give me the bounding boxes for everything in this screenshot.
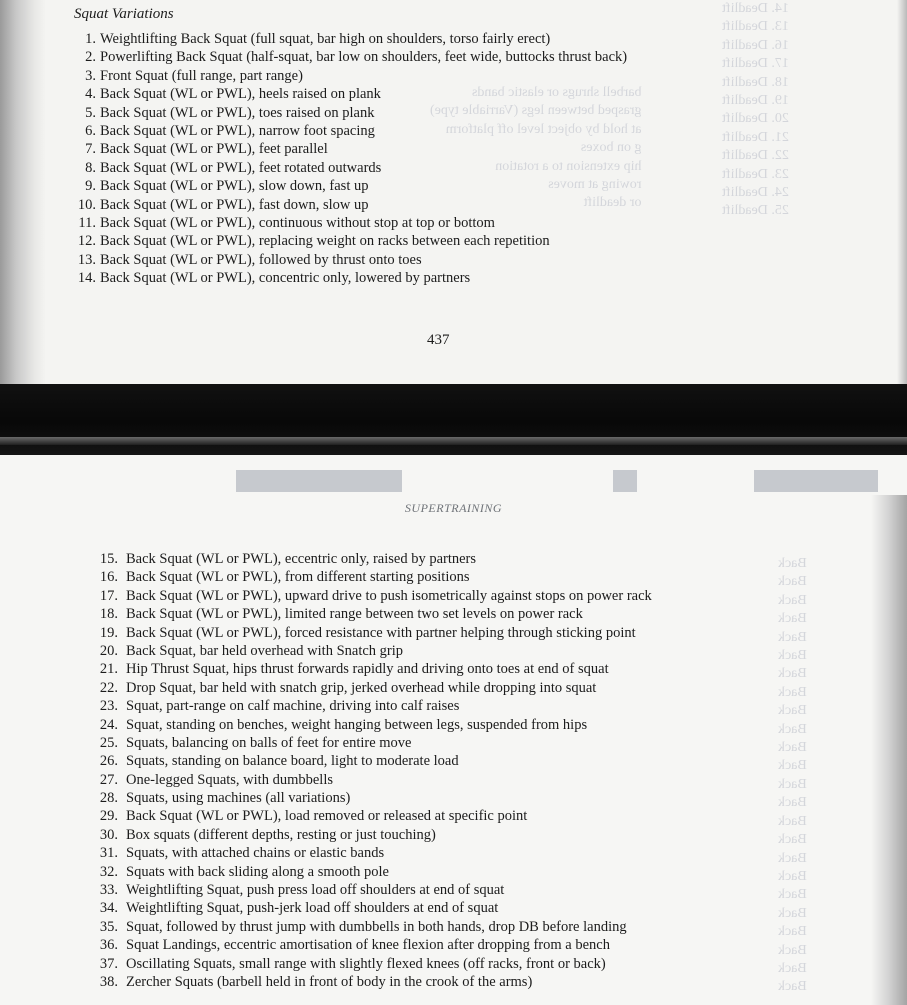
- item-number: 7.: [85, 141, 96, 158]
- item-text: Back Squat (WL or PWL), heels raised on plank: [100, 86, 381, 103]
- item-text: Back Squat (WL or PWL), load removed or released at specific point: [126, 808, 528, 825]
- item-number: 28.: [99, 790, 118, 807]
- item-number: 19.: [99, 624, 118, 641]
- item-text: Weightlifting Squat, push-jerk load off shoulders at end of squat: [126, 900, 499, 917]
- item-text: Weightlifting Back Squat (full squat, bar high on shoulders, torso fairly erect): [100, 31, 551, 47]
- item-text: Drop Squat, bar held with snatch grip, jerked overhead while dropping into squat: [126, 679, 597, 696]
- item-number: 29.: [99, 808, 118, 825]
- item-number: 30.: [99, 826, 118, 843]
- item-text: Back Squat (WL or PWL), narrow foot spacing: [100, 122, 375, 139]
- item-text: Back Squat (WL or PWL), replacing weight on racks between each repetition: [100, 233, 550, 250]
- show-through-text: Back Back Back Back Back Back Back Back Back Back Back Back Back Back Back Back Back Back Back Back Back Back Back Back: [778, 556, 807, 995]
- item-text: Squats, standing on balance board, light to moderate load: [126, 753, 459, 770]
- item-number: 6.: [85, 122, 96, 139]
- item-number: 37.: [99, 955, 118, 972]
- item-number: 14.: [77, 270, 96, 287]
- show-through-text: 14. Deadlift 13. Deadlift 16. Deadlift 17. Deadlift 18. Deadlift 19. Deadlift 20. Deadlift 21. Deadlift 22. Deadlift 23. Deadlift 24. Deadlift 25. Deadlift: [722, 1, 789, 219]
- item-number: 21.: [99, 661, 118, 678]
- item-text: One-legged Squats, with dumbbells: [126, 771, 334, 788]
- item-number: 32.: [99, 863, 118, 880]
- item-number: 8.: [85, 159, 96, 176]
- item-number: 4.: [85, 86, 96, 103]
- item-number: 2.: [85, 49, 96, 66]
- item-text: Back Squat, bar held overhead with Snatch grip: [126, 642, 404, 659]
- item-text: Back Squat (WL or PWL), toes raised on plank: [100, 104, 375, 121]
- item-number: 27.: [99, 771, 118, 788]
- item-number: 24.: [99, 716, 118, 733]
- item-text: Squat, followed by thrust jump with dumbbells in both hands, drop DB before landing: [126, 918, 627, 935]
- item-text: Front Squat (full range, part range): [100, 67, 303, 84]
- item-text: Squat, part-range on calf machine, driving into calf raises: [126, 698, 460, 715]
- item-text: Hip Thrust Squat, hips thrust forwards rapidly and driving onto toes at end of squat: [126, 661, 609, 678]
- item-number: 16.: [99, 569, 118, 586]
- item-number: 36.: [99, 937, 118, 954]
- item-number: 5.: [85, 104, 96, 121]
- item-text: Back Squat (WL or PWL), from different starting positions: [126, 569, 470, 586]
- item-text: Squats, with attached chains or elastic bands: [126, 845, 385, 862]
- item-text: Back Squat (WL or PWL), concentric only, lowered by partners: [100, 270, 471, 287]
- item-number: 26.: [99, 753, 118, 770]
- item-text: Back Squat (WL or PWL), continuous without stop at top or bottom: [100, 214, 495, 231]
- item-number: 22.: [99, 679, 118, 696]
- page-gap-edge: [0, 437, 907, 445]
- item-text: Weightlifting Squat, push press load off shoulders at end of squat: [126, 882, 505, 899]
- item-number: 13.: [77, 251, 96, 268]
- section-title: Squat Variations: [74, 6, 174, 22]
- item-number: 25.: [99, 734, 118, 751]
- item-number: 12.: [77, 233, 96, 250]
- item-text: Squat, standing on benches, weight hanging between legs, suspended from hips: [126, 716, 588, 733]
- item-number: 31.: [99, 845, 118, 862]
- item-number: 35.: [99, 918, 118, 935]
- item-text: Back Squat (WL or PWL), fast down, slow up: [100, 196, 369, 213]
- item-number: 20.: [99, 642, 118, 659]
- item-number: 33.: [99, 882, 118, 899]
- item-number: 15.: [99, 551, 118, 567]
- item-text: Back Squat (WL or PWL), feet rotated outwards: [100, 159, 382, 176]
- item-number: 18.: [99, 606, 118, 623]
- item-text: Squats, balancing on balls of feet for entire move: [126, 734, 412, 751]
- item-text: Back Squat (WL or PWL), followed by thrust onto toes: [100, 251, 422, 268]
- item-text: Squat Landings, eccentric amortisation of knee flexion after dropping from a bench: [126, 937, 610, 954]
- redaction-block: [236, 470, 402, 492]
- item-number: 23.: [99, 698, 118, 715]
- item-text: Squats with back sliding along a smooth pole: [126, 863, 389, 880]
- redaction-block: [754, 470, 878, 492]
- page-edge: [897, 0, 907, 384]
- item-text: Box squats (different depths, resting or just touching): [126, 826, 436, 843]
- item-text: Back Squat (WL or PWL), forced resistance with partner helping through sticking point: [126, 624, 636, 641]
- item-number: 38.: [99, 973, 118, 990]
- item-text: Oscillating Squats, small range with slightly flexed knees (off racks, front or back): [126, 955, 606, 972]
- item-text: Powerlifting Back Squat (half-squat, bar low on shoulders, feet wide, buttocks thrust back): [100, 49, 628, 66]
- item-number: 17.: [99, 587, 118, 604]
- item-number: 1.: [85, 31, 96, 47]
- binding-shadow: [0, 0, 46, 384]
- item-number: 3.: [85, 67, 96, 84]
- item-number: 34.: [99, 900, 118, 917]
- item-text: Zercher Squats (barbell held in front of body in the crook of the arms): [126, 973, 533, 990]
- item-text: Back Squat (WL or PWL), upward drive to push isometrically against stops on power rack: [126, 587, 652, 604]
- item-text: Back Squat (WL or PWL), eccentric only, raised by partners: [126, 551, 477, 567]
- item-number: 11.: [78, 214, 96, 231]
- redaction-block: [613, 470, 637, 492]
- show-through-text: barbell shrugs or elastic bands grasped between legs (Varriable type) at hold by object level off platform g on boxes hip extension to a rotation rowing at moves or deadlift: [430, 85, 642, 211]
- item-number: 10.: [77, 196, 96, 213]
- page-number: 437: [427, 332, 450, 348]
- item-number: 9.: [85, 178, 96, 195]
- item-text: Back Squat (WL or PWL), feet parallel: [100, 141, 328, 158]
- binding-shadow: [871, 495, 907, 1005]
- top-page: [0, 0, 907, 384]
- running-head: SUPERTRAINING: [404, 501, 503, 515]
- item-text: Back Squat (WL or PWL), slow down, fast up: [100, 178, 369, 195]
- item-text: Squats, using machines (all variations): [126, 790, 351, 807]
- item-text: Back Squat (WL or PWL), limited range between two set levels on power rack: [126, 606, 583, 623]
